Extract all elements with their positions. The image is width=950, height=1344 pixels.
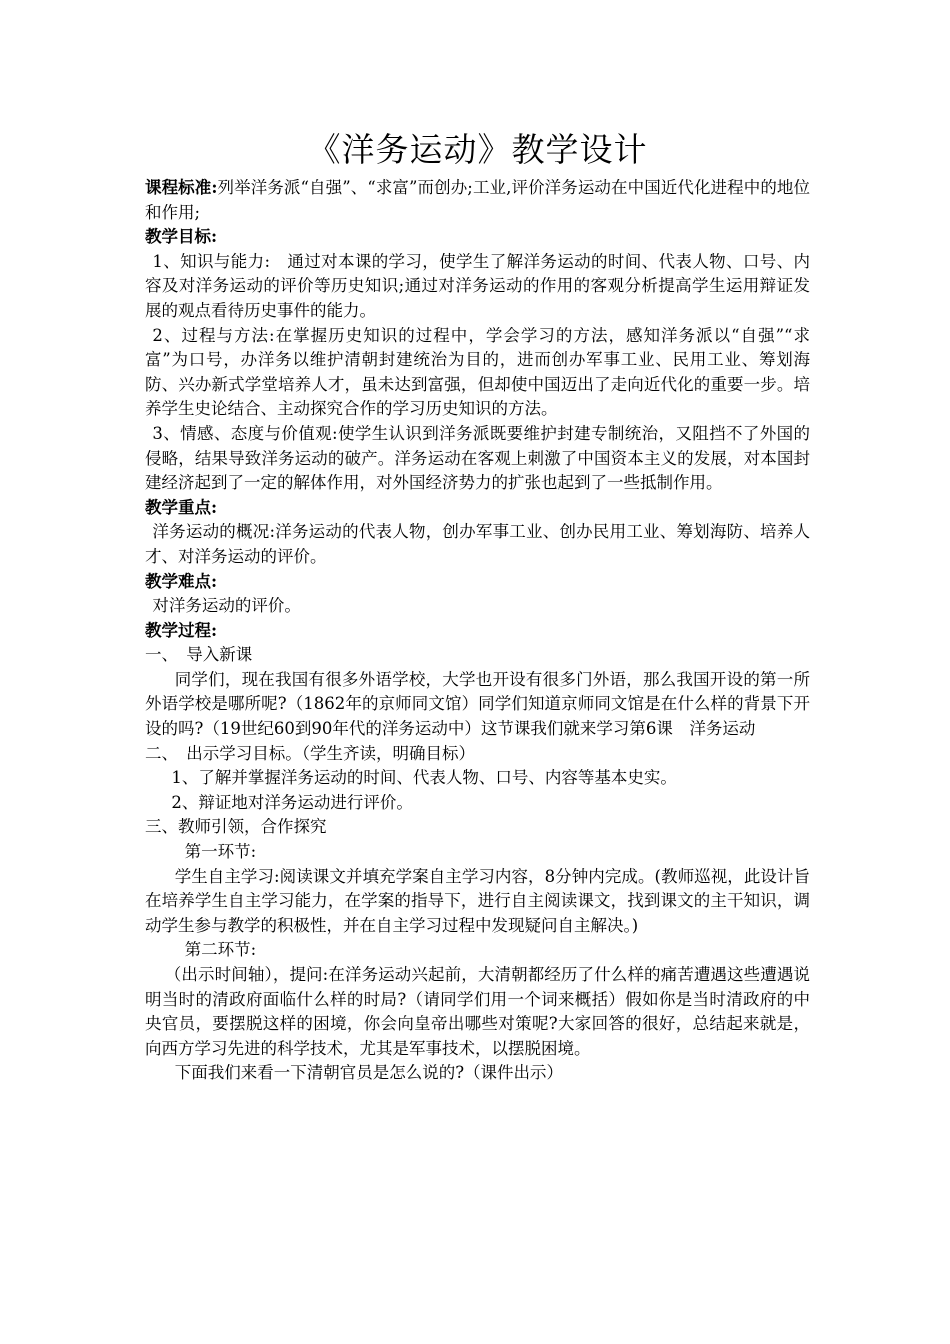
section-3-heading: 三、教师引领，合作探究	[145, 817, 327, 837]
document-title: 《洋务运动》教学设计	[307, 130, 648, 169]
process-label: 教学过程:	[145, 620, 218, 640]
step-2-text-2: 下面我们来看一下清朝官员是怎么说的?（课件出示）	[174, 1063, 564, 1083]
section-2-item-2: 2、辩证地对洋务运动进行评价。	[171, 792, 413, 812]
step-2-text: （出示时间轴），提问:在洋务运动兴起前，大清朝都经历了什么样的痛苦遭遇这些遭遇说明当时的清政府面临什么样的时局?（请同学们用一个词来概括）假如你是当时清政府的中央官员，要摆脱这样的困境，你会向皇帝出哪些对策呢?大家回答的很好，总结起来就是，向西方学习先进的科学技术，尤其是军事技术，以摆脱困境。	[145, 965, 810, 1058]
section-2-item-1: 1、了解并掌握洋务运动的时间、代表人物、口号、内容等基本史实。	[171, 768, 677, 788]
section-2-heading: 二、 出示学习目标。（学生齐读，明确目标）	[145, 743, 475, 763]
teaching-goals-label: 教学目标:	[145, 227, 218, 247]
step-1-heading: 第一环节:	[184, 842, 257, 862]
goal-process: 2、过程与方法:在掌握历史知识的过程中，学会学习的方法，感知洋务派以“自强”“求富”为口号，办洋务以维护清朝封建统治为目的，进而创办军事工业、民用工业、筹划海防、兴办新式学堂培养人才，虽未达到富强，但却使中国迈出了走向近代化的重要一步。培养学生史论结合、主动探究合作的学习历史知识的方法。	[145, 325, 810, 419]
difficulties-label: 教学难点:	[145, 571, 218, 591]
course-standard	[145, 176, 810, 225]
document-page	[145, 128, 810, 1086]
key-points-text: 洋务运动的概况:洋务运动的代表人物，创办军事工业、创办民用工业、筹划海防、培养人才、对洋务运动的评价。	[145, 522, 810, 566]
step-1-text: 学生自主学习:阅读课文并填充学案自主学习内容，8分钟内完成。(教师巡视，此设计旨在培养学生自主学习能力，在学案的指导下，进行自主阅读课文，找到课文的主干知识，调动学生参与教学的积极性，并在自主学习过程中发现疑问自主解决。)	[145, 866, 810, 935]
difficulties-text: 对洋务运动的评价。	[152, 596, 301, 616]
step-2-heading: 第二环节:	[184, 940, 257, 960]
section-1-text: 同学们，现在我国有很多外语学校，大学也开设有很多门外语，那么我国开设的第一所外语学校是哪所呢?（1862年的京师同文馆）同学们知道京师同文馆是在什么样的背景下开设的吗?（19世纪60到90年代的洋务运动中）这节课我们就来学习第6课 洋务运动	[145, 669, 810, 739]
course-standard-label: 课程标准:	[145, 178, 218, 197]
section-1-heading: 一、 导入新课	[145, 645, 253, 665]
goal-knowledge: 1、知识与能力: 通过对本课的学习，使学生了解洋务运动的时间、代表人物、口号、内容及对洋务运动的评价等历史知识;通过对洋务运动的作用的客观分析提高学生运用辩证发展的观点看待历史事件的能力。	[145, 251, 810, 320]
goal-emotion: 3、情感、态度与价值观:使学生认识到洋务派既要维护封建专制统治，又阻挡不了外国的侵略，结果导致洋务运动的破产。洋务运动在客观上刺激了中国资本主义的发展，对本国封建经济起到了一定的解体作用，对外国经济势力的扩张也起到了一些抵制作用。	[145, 423, 810, 493]
course-standard-text: 列举洋务派“自强”、“求富”而创办;工业,评价洋务运动在中国近代化进程中的地位和作用;	[145, 178, 810, 222]
key-points-label: 教学重点:	[145, 497, 218, 517]
